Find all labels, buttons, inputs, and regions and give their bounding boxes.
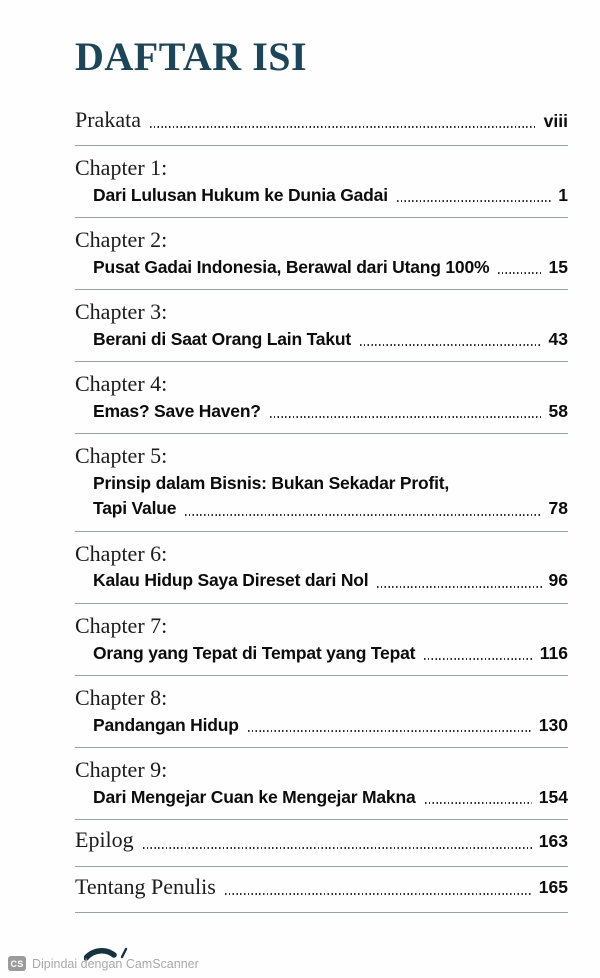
chapter-label: Chapter 3: bbox=[75, 299, 168, 325]
chapter-title: Berani di Saat Orang Lain Takut bbox=[93, 328, 351, 349]
chapter-title: Pusat Gadai Indonesia, Berawal dari Utang 100% bbox=[93, 256, 490, 277]
chapter-title-line2: Tapi Value bbox=[93, 498, 177, 519]
dot-leader bbox=[143, 847, 532, 849]
chapter-title-line1: Prinsip dalam Bisnis: Bukan Sekadar Profit, bbox=[93, 472, 450, 493]
toc-row bbox=[75, 786, 568, 810]
chapter-label: Chapter 6: bbox=[75, 541, 168, 567]
page-number: 130 bbox=[538, 714, 568, 735]
toc-row bbox=[75, 714, 568, 738]
table-of-contents bbox=[75, 100, 568, 913]
page-number: 96 bbox=[548, 570, 568, 591]
chapter-label: Chapter 4: bbox=[75, 371, 168, 397]
chapter-label: Chapter 9: bbox=[75, 757, 168, 783]
toc-entry-chapter-6 bbox=[75, 532, 568, 604]
chapter-title: Emas? Save Haven? bbox=[93, 400, 261, 421]
page-number: viii bbox=[543, 110, 568, 131]
toc-row bbox=[75, 874, 568, 900]
dot-leader bbox=[397, 200, 551, 202]
dot-leader bbox=[360, 344, 542, 346]
page-number: 43 bbox=[548, 328, 568, 349]
toc-row bbox=[75, 184, 568, 208]
entry-label: Epilog bbox=[75, 827, 134, 853]
dot-leader bbox=[377, 586, 541, 588]
camscanner-text: Dipindai dengan CamScanner bbox=[32, 956, 199, 971]
page-number: 15 bbox=[548, 256, 568, 277]
toc-entry-chapter-2 bbox=[75, 218, 568, 290]
chapter-label: Chapter 5: bbox=[75, 443, 168, 469]
chapter-title: Dari Lulusan Hukum ke Dunia Gadai bbox=[93, 184, 388, 205]
toc-entry-chapter-1 bbox=[75, 146, 568, 218]
toc-entry-chapter-7 bbox=[75, 604, 568, 676]
entry-label: Tentang Penulis bbox=[75, 873, 216, 899]
page-number: 154 bbox=[538, 786, 568, 807]
toc-row bbox=[75, 328, 568, 352]
chapter-label: Chapter 1: bbox=[75, 155, 168, 181]
toc-entry-epilog bbox=[75, 820, 568, 866]
toc-row bbox=[75, 256, 568, 280]
chapter-label: Chapter 8: bbox=[75, 685, 168, 711]
chapter-title: Dari Mengejar Cuan ke Mengejar Makna bbox=[93, 786, 416, 807]
chapter-title: Kalau Hidup Saya Direset dari Nol bbox=[93, 570, 369, 591]
dot-leader bbox=[225, 893, 532, 895]
dot-leader bbox=[248, 730, 532, 732]
toc-entry-chapter-9 bbox=[75, 748, 568, 820]
toc-entry-chapter-4 bbox=[75, 362, 568, 434]
page-number: 1 bbox=[558, 184, 568, 205]
toc-row bbox=[75, 642, 568, 666]
camscanner-badge-icon: CS bbox=[8, 956, 26, 971]
page-number: 58 bbox=[548, 400, 568, 421]
chapter-title: Orang yang Tepat di Tempat yang Tepat bbox=[93, 642, 416, 663]
dot-leader bbox=[425, 802, 532, 804]
chapter-title: Pandangan Hidup bbox=[93, 714, 239, 735]
toc-row bbox=[75, 827, 568, 853]
dot-leader bbox=[270, 416, 542, 418]
dot-leader bbox=[498, 272, 541, 274]
toc-entry-tentang-penulis bbox=[75, 867, 568, 913]
camscanner-watermark bbox=[8, 956, 199, 971]
toc-row bbox=[75, 569, 568, 593]
toc-row bbox=[75, 400, 568, 424]
toc-entry-chapter-3 bbox=[75, 290, 568, 362]
dot-leader bbox=[150, 126, 537, 128]
chapter-label: Chapter 7: bbox=[75, 613, 168, 639]
dot-leader bbox=[185, 514, 541, 516]
toc-entry-chapter-8 bbox=[75, 676, 568, 748]
dot-leader bbox=[424, 658, 533, 660]
toc-entry-chapter-5 bbox=[75, 434, 568, 532]
toc-row bbox=[75, 497, 568, 521]
page-number: 163 bbox=[538, 830, 568, 851]
page-number: 116 bbox=[539, 642, 568, 663]
toc-entry-prakata bbox=[75, 100, 568, 146]
chapter-label: Chapter 2: bbox=[75, 227, 168, 253]
page-number: 165 bbox=[538, 877, 568, 898]
page-title: DAFTAR ISI bbox=[75, 34, 308, 79]
toc-row bbox=[75, 107, 568, 133]
entry-label: Prakata bbox=[75, 107, 141, 132]
page-number: 78 bbox=[548, 498, 568, 519]
